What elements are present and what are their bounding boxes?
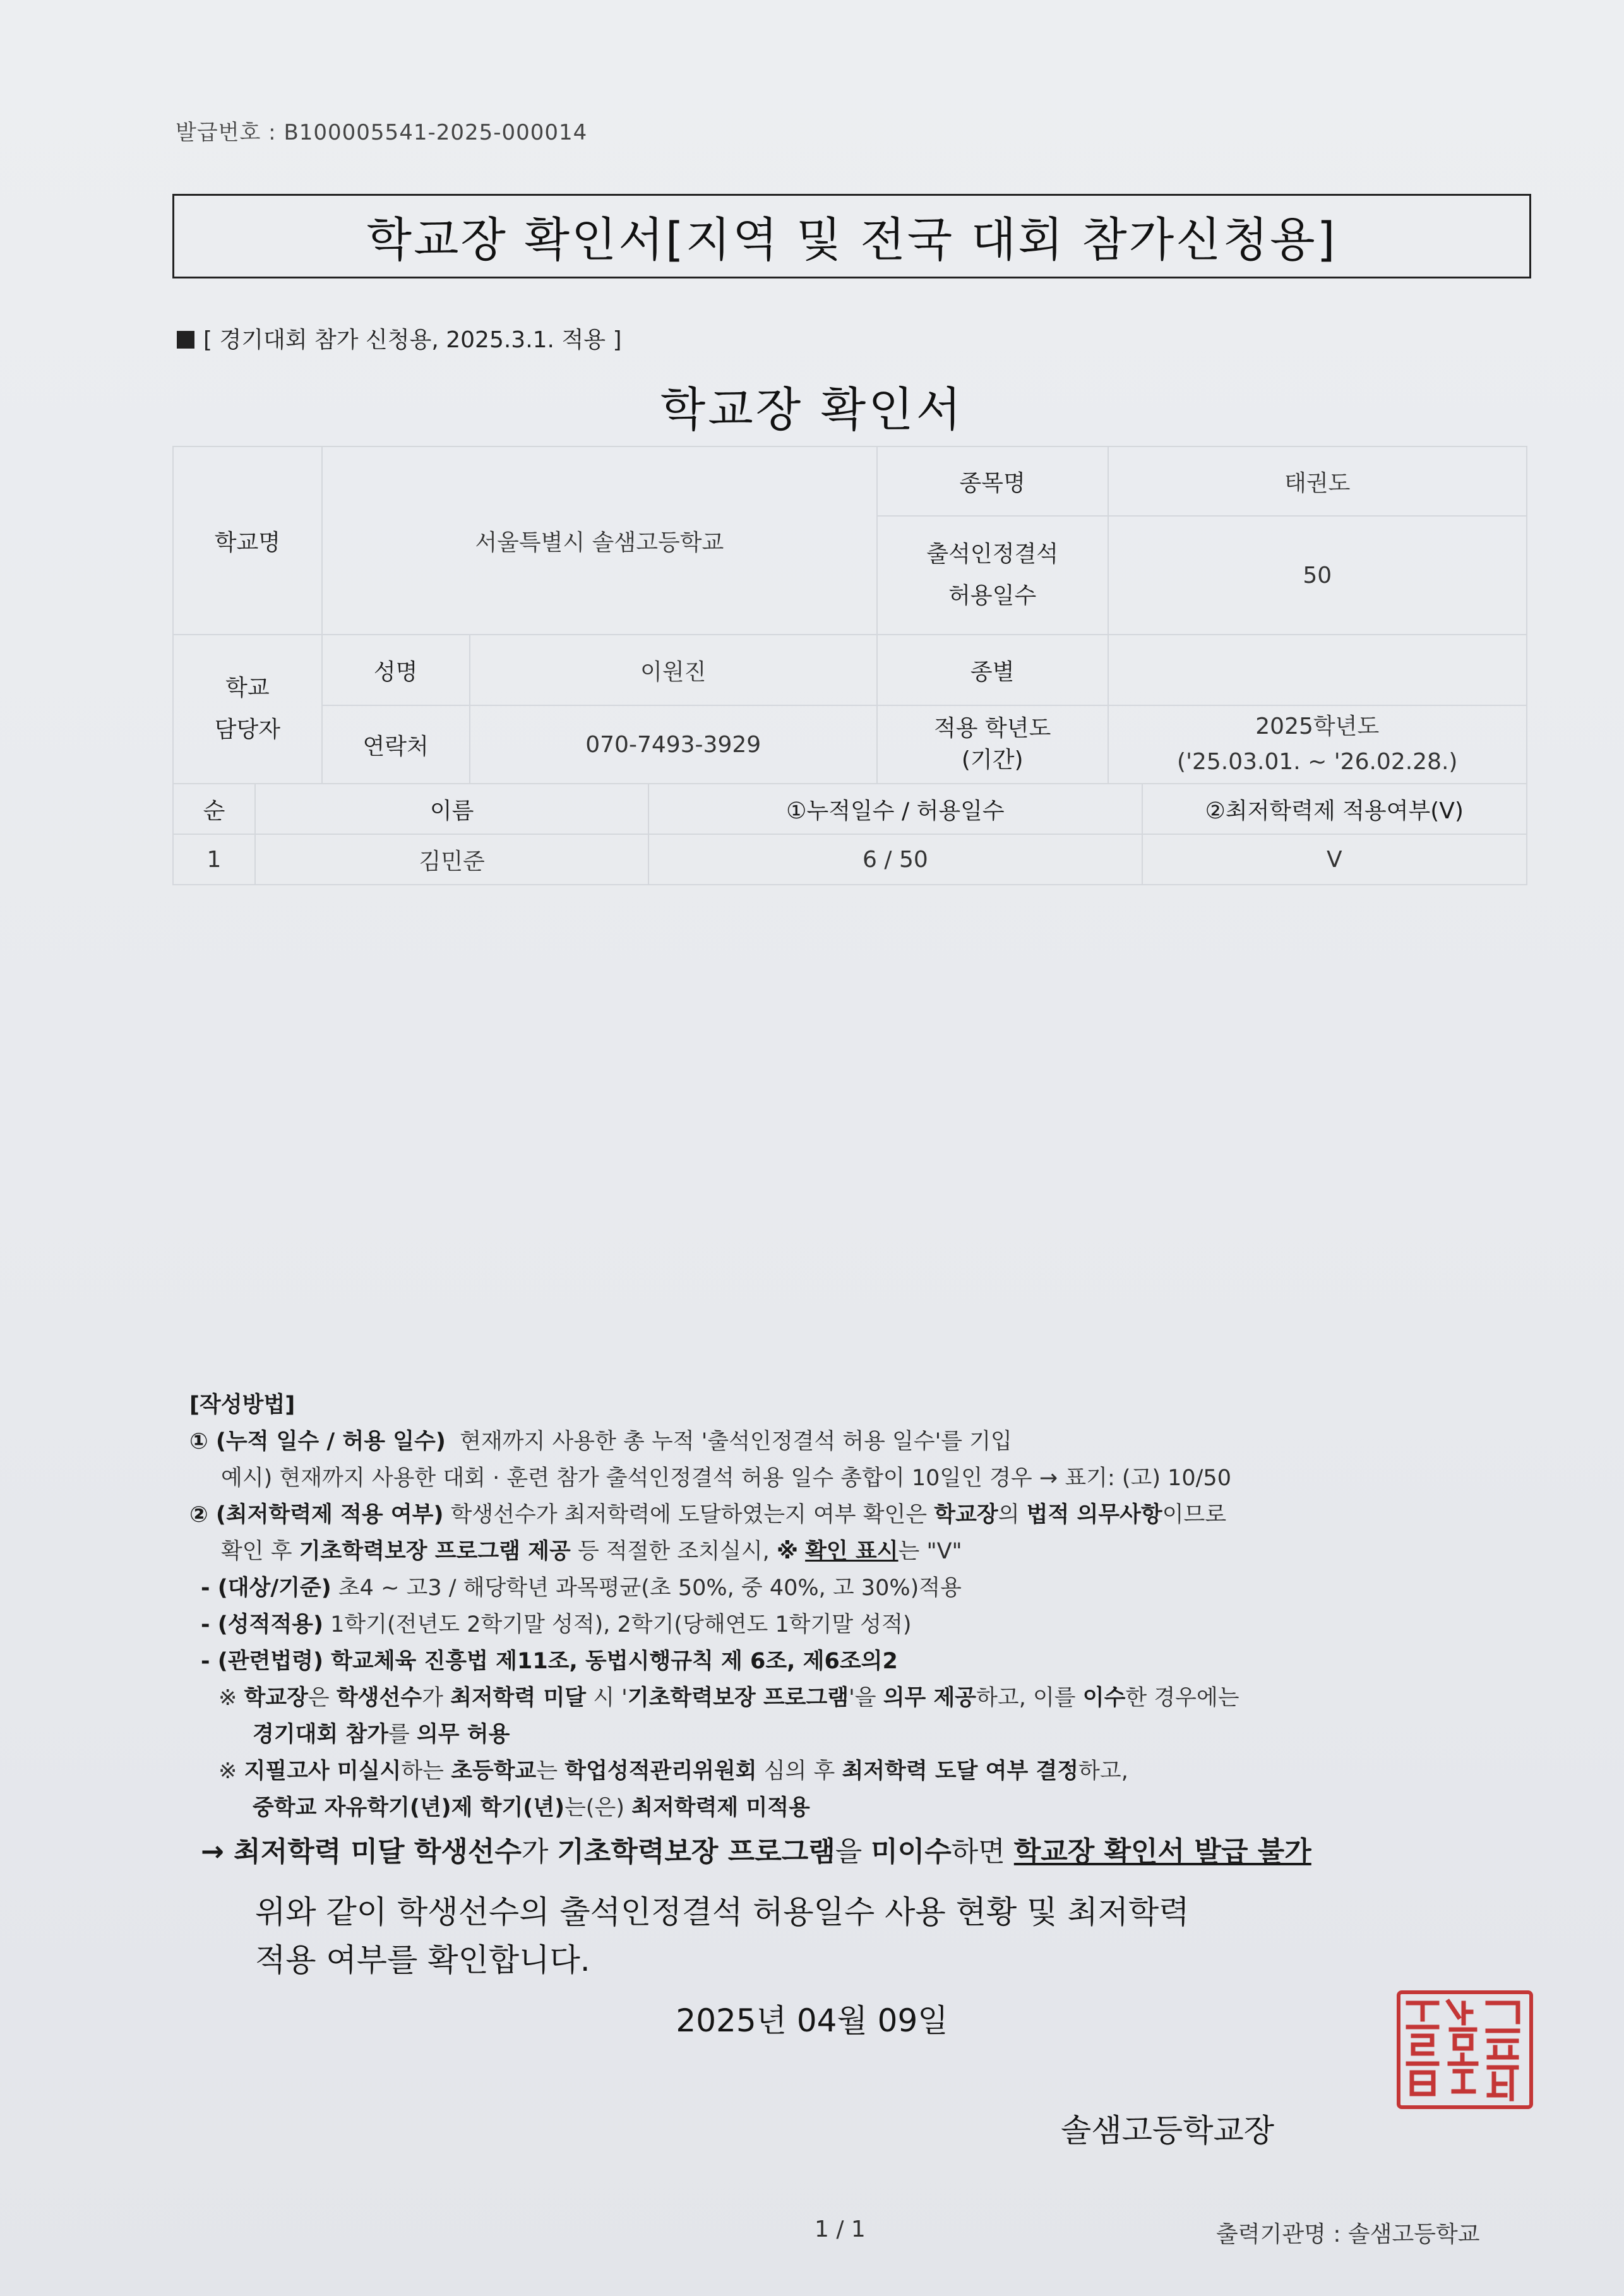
issue-number: 발급번호 : B100005541-2025-000014: [176, 120, 588, 145]
row-days: 6 / 50: [648, 834, 1142, 885]
detail-target-bold: - (대상/기준): [201, 1576, 331, 1601]
confirm-line-1: 위와 같이 학생선수의 출석인정결석 허용일수 사용 현황 및 최저학력: [255, 1894, 1190, 1930]
note-2-bold: ② (최저학력제 적용 여부): [189, 1502, 444, 1528]
type-label: 종별: [877, 635, 1108, 705]
page-number: 1 / 1: [815, 2216, 866, 2242]
year-value: [1108, 705, 1527, 784]
absence-value: 50: [1108, 516, 1527, 635]
notes-title: [작성방법]: [189, 1392, 296, 1418]
detail-target-text: 초4 ~ 고3 / 해당학년 과목평균(초 50%, 중 40%, 고 30%)적용: [338, 1576, 962, 1601]
s1-j: 의무 제공: [883, 1685, 977, 1711]
note-2-l2-b: 기초학력보장 프로그램 제공: [299, 1539, 571, 1564]
warning-f: 하면: [951, 1836, 1005, 1868]
s1-e: 가: [422, 1685, 443, 1711]
note-1: [189, 1423, 1239, 1460]
s1-a: ※: [218, 1685, 237, 1711]
absence-label-line1: 출석인정결석: [926, 541, 1059, 567]
special-note-1-line2: [189, 1716, 1239, 1753]
note-1-bold: ① (누적 일수 / 허용 일수): [189, 1429, 446, 1454]
confirmation-statement: [255, 1888, 1190, 1984]
s2-l2-b: 는(은): [564, 1795, 625, 1821]
manager-label: [173, 635, 322, 784]
detail-target: [189, 1570, 1239, 1606]
square-bullet-icon: [177, 331, 194, 349]
detail-law: - (관련법령) 학교체육 진흥법 제11조, 동법시행규칙 제 6조, 제6조의2: [201, 1649, 898, 1674]
student-list-table: [172, 783, 1527, 885]
special-note-2: [189, 1753, 1239, 1790]
note-1-example: 예시) 현재까지 사용한 대회 · 훈련 참가 출석인정결석 허용 일수 총합이 10일인 경우 → 표기: (고) 10/50: [221, 1466, 1231, 1491]
s2-b: 지필고사 미실시: [244, 1759, 402, 1784]
s1-d: 학생선수: [336, 1685, 422, 1711]
confirm-line-2: 적용 여부를 확인합니다.: [255, 1942, 590, 1978]
warning-e: 미이수: [871, 1836, 952, 1868]
warning-d: 을: [835, 1836, 863, 1868]
year-label: [877, 705, 1108, 784]
name-value: 이원진: [470, 635, 877, 705]
header-name: 이름: [255, 784, 648, 834]
row-min-academic: V: [1142, 834, 1527, 885]
warning-a: → 최저학력 미달 학생선수: [201, 1836, 522, 1868]
s1-l2-a: 경기대회 참가: [253, 1722, 389, 1747]
s1-i: '을: [849, 1685, 876, 1711]
contact-value: 070-7493-3929: [470, 705, 877, 784]
seal-icon: [1400, 1994, 1529, 2105]
s1-c: 은: [307, 1685, 330, 1711]
note-2-line2: [189, 1533, 1239, 1570]
note-2-text-b: 의: [998, 1502, 1020, 1528]
school-label: 학교명: [173, 446, 322, 635]
s1-m: 한 경우에는: [1125, 1685, 1239, 1711]
note-2-bold-2: 법적 의무사항: [1026, 1502, 1162, 1528]
writing-instructions: [189, 1387, 1239, 1826]
s1-l2-c: 의무 허용: [417, 1722, 510, 1747]
year-label-line2: (기간): [961, 747, 1024, 773]
special-note-2-line2: [189, 1790, 1239, 1826]
s1-k: 하고, 이를: [976, 1685, 1076, 1711]
s2-e: 는: [536, 1759, 558, 1784]
header-days: ①누적일수 / 허용일수: [648, 784, 1142, 834]
table-header-row: [173, 784, 1527, 834]
row-name: 김민준: [255, 834, 648, 885]
name-label: 성명: [322, 635, 470, 705]
official-seal: [1397, 1990, 1533, 2109]
s1-l: 이수: [1082, 1685, 1126, 1711]
absence-label: [877, 516, 1108, 635]
s2-l2-a: 중학교 자유학기(년)제 학기(년): [253, 1795, 565, 1821]
note-2-l2-a: 확인 후: [221, 1539, 292, 1564]
s2-g: 심의 후: [763, 1759, 835, 1784]
year-label-line1: 적용 학년도: [934, 715, 1051, 741]
note-2-l2-e: 확인 표시: [805, 1539, 899, 1564]
issue-date: 2025년 04월 09일: [676, 2002, 948, 2039]
note-2: [189, 1497, 1239, 1533]
type-value: [1108, 635, 1527, 705]
s1-f: 최저학력 미달: [450, 1685, 587, 1711]
s1-l2-b: 를: [388, 1722, 410, 1747]
s2-d: 초등학교: [451, 1759, 537, 1784]
special-note-1: [189, 1680, 1239, 1716]
s2-a: ※: [218, 1759, 237, 1784]
issuance-warning: [201, 1829, 1311, 1869]
s1-b: 학교장: [244, 1685, 308, 1711]
s2-f: 학업성적관리위원회: [564, 1759, 757, 1784]
manager-label-line2: 담당자: [214, 717, 281, 743]
sport-value: 태권도: [1108, 446, 1527, 516]
s2-l2-c: 최저학력제 미적용: [631, 1795, 810, 1821]
header-order: 순: [173, 784, 255, 834]
detail-grades-text: 1학기(전년도 2학기말 성적), 2학기(당해연도 1학기말 성적): [330, 1612, 912, 1637]
table-row: [173, 834, 1527, 885]
note-2-text-a: 학생선수가 최저학력에 도달하였는지 여부 확인은: [450, 1502, 928, 1528]
note-2-l2-f: 는 "V": [898, 1539, 962, 1564]
warning-c: 기초학력보장 프로그램: [557, 1836, 835, 1868]
warning-g: 학교장 확인서 발급 불가: [1013, 1836, 1311, 1868]
principal-signature: 솔샘고등학교장: [1061, 2112, 1275, 2149]
school-value: 서울특별시 솔샘고등학교: [322, 446, 877, 635]
detail-grades: [189, 1606, 1239, 1643]
output-organization: 출력기관명 : 솔샘고등학교: [1216, 2221, 1480, 2247]
sport-label: 종목명: [877, 446, 1108, 516]
note-2-l2-c: 등 적절한 조치실시,: [577, 1539, 770, 1564]
absence-label-line2: 허용일수: [948, 583, 1037, 609]
note-1-text: 현재까지 사용한 총 누적 '출석인정결석 허용 일수'를 기입: [460, 1429, 1012, 1454]
manager-label-line1: 학교: [225, 675, 270, 701]
note-2-l2-d: ※: [776, 1539, 798, 1564]
detail-grades-bold: - (성적적용): [201, 1612, 323, 1637]
row-order: 1: [173, 834, 255, 885]
s1-h: 기초학력보장 프로그램: [627, 1685, 849, 1711]
year-value-line1: 2025학년도: [1255, 714, 1380, 739]
subtitle-line: [177, 322, 622, 354]
note-2-bold-1: 학교장: [934, 1502, 998, 1528]
contact-label: 연락처: [322, 705, 470, 784]
info-table: [172, 446, 1527, 784]
subtitle: [ 경기대회 참가 신청용, 2025.3.1. 적용 ]: [203, 327, 622, 353]
confirmation-heading: 학교장 확인서: [660, 383, 964, 437]
s2-h: 최저학력 도달 여부 결정: [842, 1759, 1079, 1784]
s2-c: 하는: [401, 1759, 444, 1784]
s2-i: 하고,: [1078, 1759, 1128, 1784]
s1-g: 시 ': [593, 1685, 628, 1711]
year-value-line2: ('25.03.01. ~ '26.02.28.): [1177, 749, 1458, 775]
warning-b: 가: [521, 1836, 549, 1868]
document-title: 학교장 확인서[지역 및 전국 대회 참가신청용]: [172, 194, 1531, 278]
note-2-text-c: 이므로: [1162, 1502, 1227, 1528]
header-min-academic: ②최저학력제 적용여부(V): [1142, 784, 1527, 834]
